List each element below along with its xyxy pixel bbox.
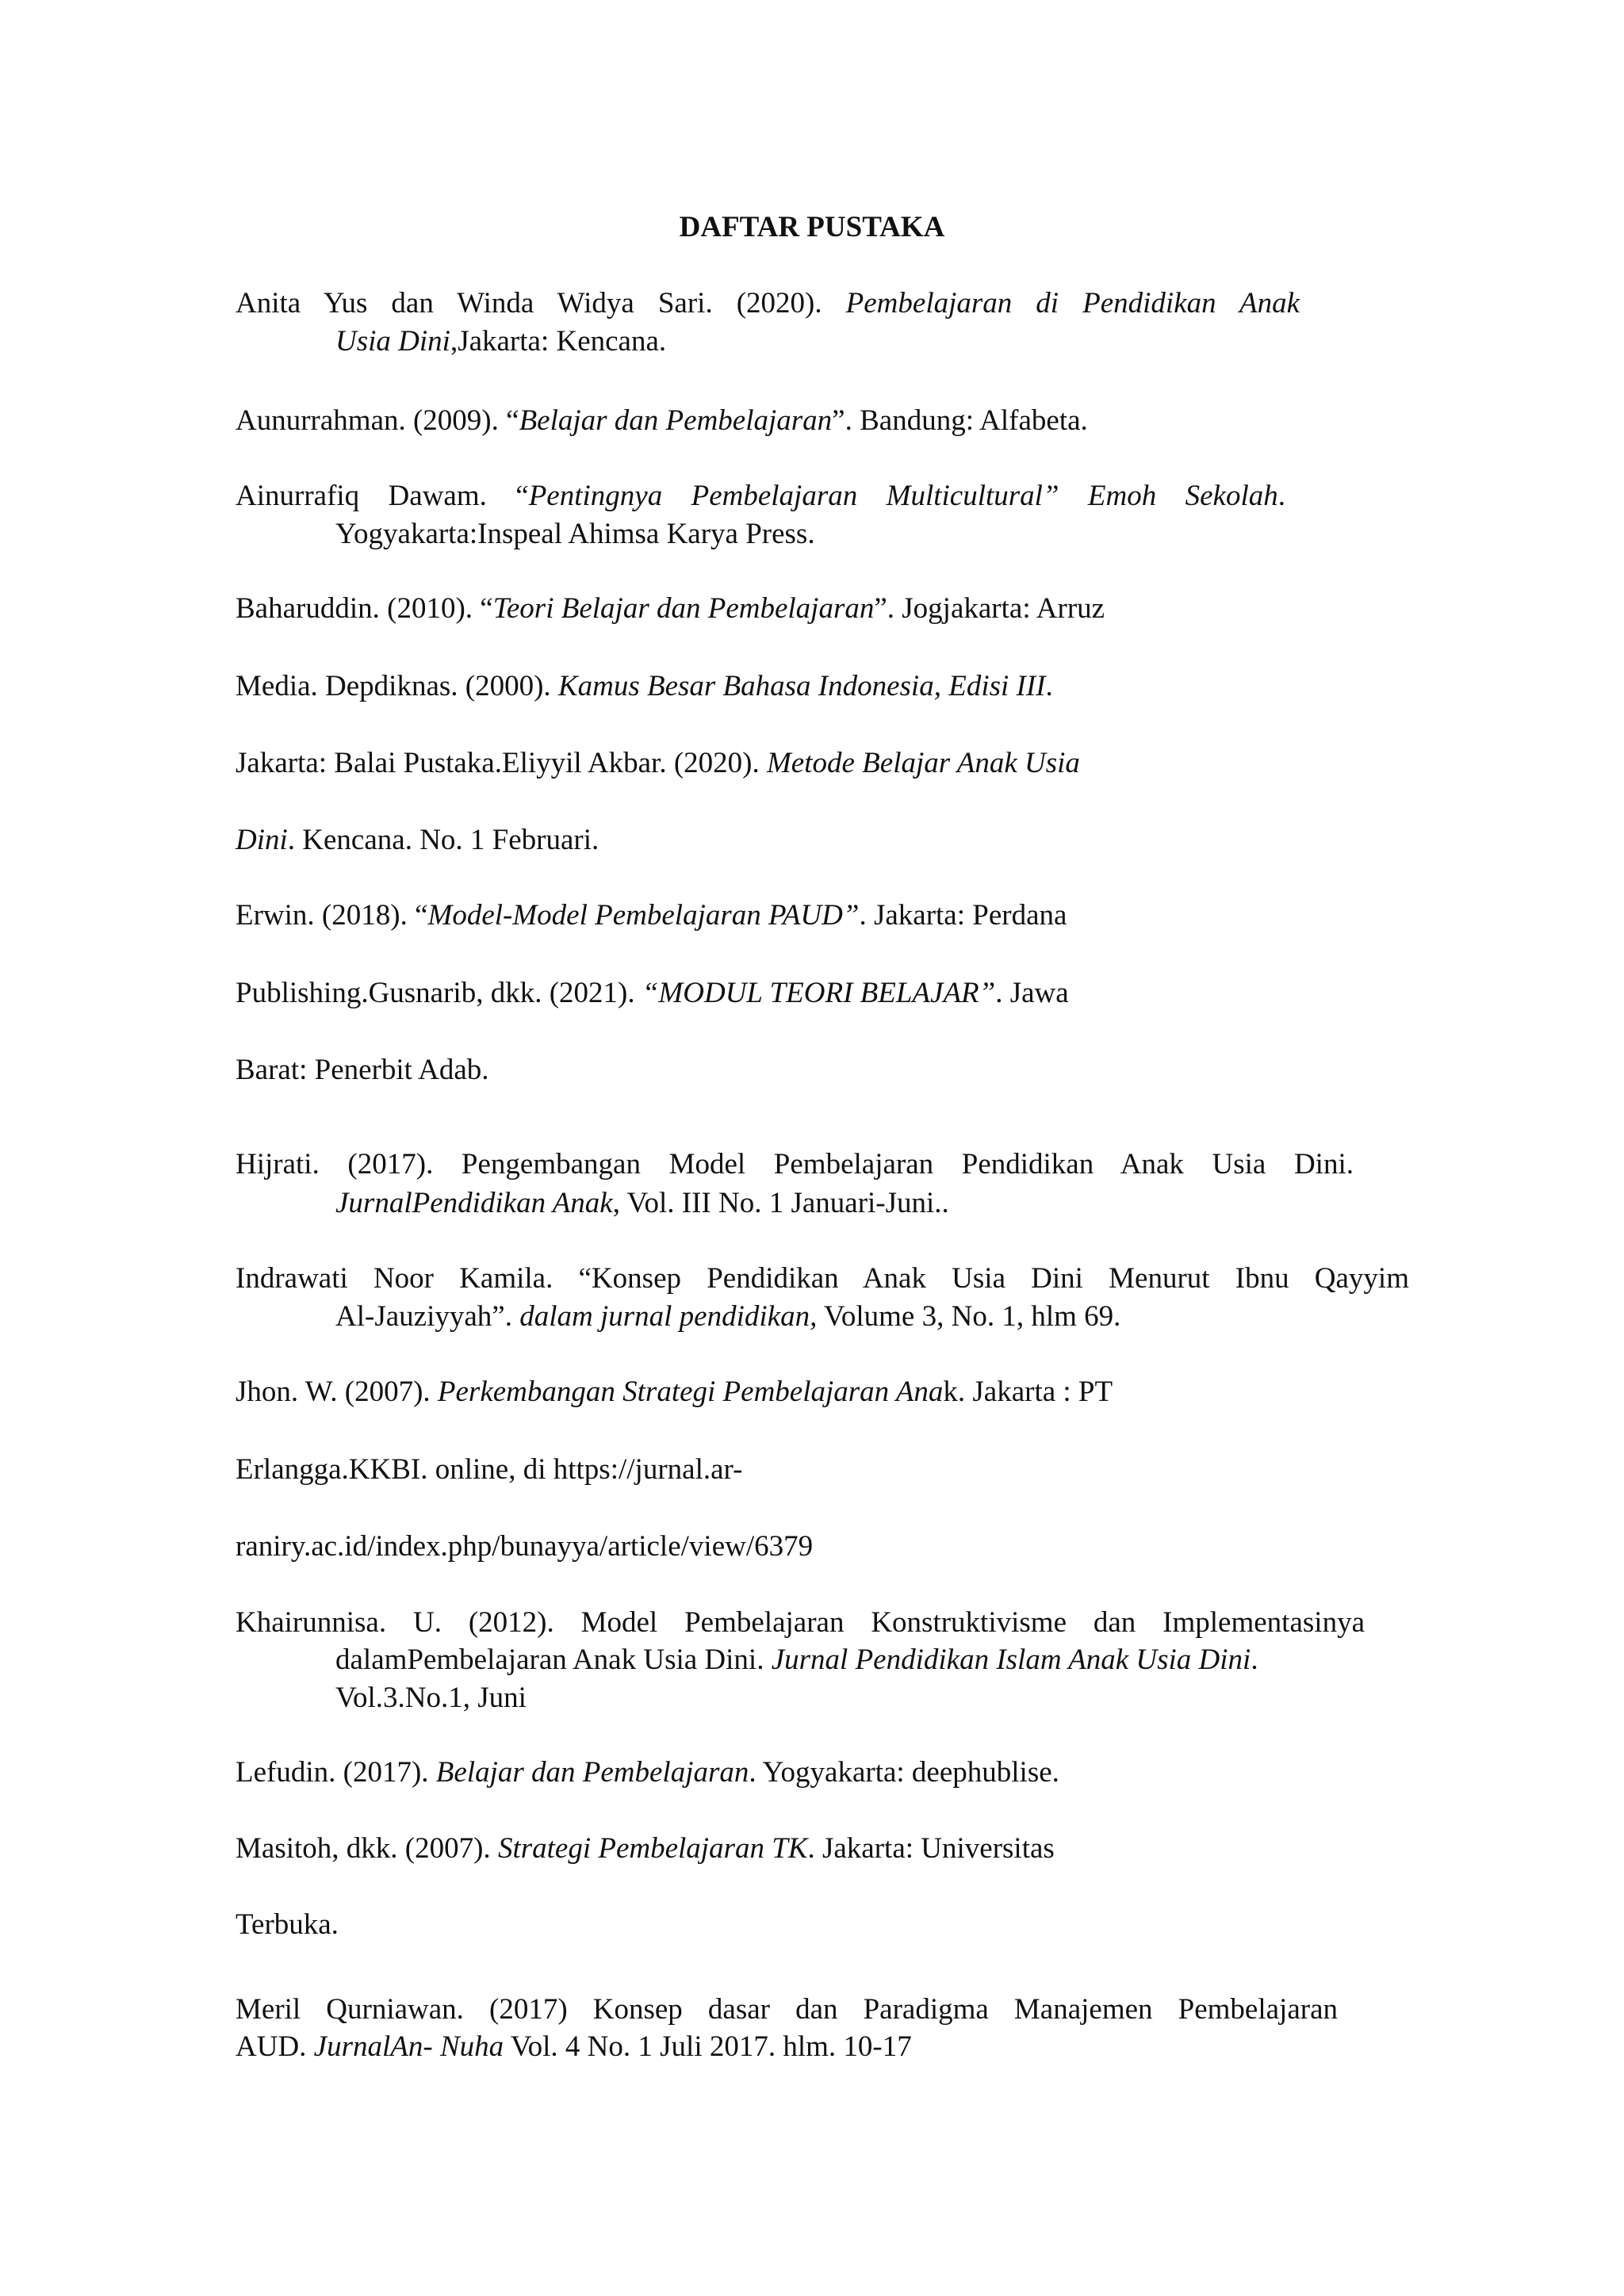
text-run: Volume 3, No. 1, hlm 69. [817, 1300, 1121, 1333]
text-run: Al-Jauziyyah”. [335, 1300, 520, 1333]
italic-text: Strategi Pembelajaran TK [497, 1832, 808, 1865]
italic-text: Teori Belajar dan Pembelajaran [492, 592, 875, 625]
italic-text: Dini [236, 824, 288, 856]
reference-line [236, 897, 1067, 934]
text-run: Vol. 4 No. 1 Juli 2017. hlm. 10-17 [504, 2030, 912, 2063]
reference-line [335, 1185, 949, 1222]
text-run: Yogyakarta:Inspeal Ahimsa Karya Press. [335, 518, 815, 550]
reference-line [236, 668, 1053, 705]
text-run: Baharuddin. (2010). “ [236, 592, 493, 625]
text-run: Vol.3.No.1, Juni [335, 1682, 527, 1714]
reference-line [236, 285, 1300, 322]
reference-line [236, 403, 1088, 439]
text-run: . Jawa [995, 977, 1069, 1009]
reference-line [236, 2029, 912, 2065]
reference-line [236, 1907, 339, 1943]
italic-text: Belajar dan Pembelajaran [519, 404, 833, 437]
text-run: ”. Jogjakarta: Arruz [874, 592, 1105, 625]
reference-line [335, 516, 815, 553]
italic-text: Belajar dan Pembelajaran [435, 1756, 749, 1789]
reference-line [236, 1261, 1409, 1297]
text-run: , Vol. III No. 1 Januari-Juni.. [612, 1187, 949, 1219]
text-run: . Kencana. No. 1 Februari. [287, 824, 599, 856]
text-run: Erwin. (2018). “ [236, 899, 428, 932]
reference-line [236, 822, 599, 859]
text-run: Meril Qurniawan. (2017) Konsep dasar dan Paradigma Manajemen Pembelajaran [236, 1993, 1338, 2026]
italic-text: Pentingnya Pembelajaran Multicultural” Emoh Sekolah [528, 480, 1278, 512]
italic-text: Model-Model Pembelajaran PAUD” [427, 899, 860, 932]
reference-line [335, 1642, 1258, 1678]
text-run: Lefudin. (2017). [236, 1756, 436, 1789]
reference-line [236, 1374, 1113, 1410]
italic-text: dalam jurnal pendidikan, [519, 1300, 818, 1333]
italic-text: Usia Dini [335, 325, 450, 358]
text-run: Jhon. W. (2007). [236, 1376, 438, 1408]
text-run: . Yogyakarta: deephublise. [749, 1756, 1059, 1789]
italic-text: JurnalPendidikan Anak [335, 1187, 613, 1219]
reference-line [236, 1146, 1354, 1183]
reference-line [236, 1755, 1059, 1791]
reference-line [236, 745, 1080, 782]
italic-text: Perkembangan Strategi Pembelajaran Ana [437, 1376, 944, 1408]
text-run: Barat: Penerbit Adab. [236, 1054, 489, 1086]
text-run: Jakarta: Balai Pustaka.Eliyyil Akbar. (2020). [236, 747, 767, 779]
text-run: k. Jakarta : PT [943, 1376, 1113, 1408]
italic-text: Jurnal Pendidikan Islam Anak Usia Dini [771, 1644, 1251, 1676]
reference-line [236, 1831, 1055, 1867]
reference-line [236, 1529, 813, 1565]
reference-line [236, 478, 1285, 515]
reference-line [236, 591, 1105, 627]
reference-line [236, 1992, 1338, 2028]
text-run: dalamPembelajaran Anak Usia Dini. [335, 1644, 772, 1676]
text-run: Indrawati Noor Kamila. “Konsep Pendidikan Anak Usia Dini Menurut Ibnu Qayyim [236, 1262, 1409, 1295]
reference-line [236, 1605, 1365, 1641]
italic-text: “MODUL TEORI BELAJAR” [642, 977, 996, 1009]
text-run: Media. Depdiknas. (2000). [236, 670, 558, 702]
text-run: Khairunnisa. U. (2012). Model Pembelajaran Konstruktivisme dan Implementasinya [236, 1606, 1365, 1639]
reference-line [335, 1299, 1120, 1335]
text-run: . [1251, 1644, 1258, 1676]
italic-text: Kamus Besar Bahasa Indonesia, Edisi III [557, 670, 1046, 702]
text-run: . [1045, 670, 1053, 702]
text-run: Publishing.Gusnarib, dkk. (2021). [236, 977, 642, 1009]
reference-line [335, 1680, 527, 1716]
italic-text: Pembelajaran di Pendidikan Anak [845, 287, 1300, 320]
text-run: ,Jakarta: Kencana. [450, 325, 667, 358]
reference-line [236, 1052, 489, 1089]
italic-text: JurnalAn- Nuha [313, 2030, 504, 2063]
text-run: . Jakarta: Universitas [807, 1832, 1055, 1865]
italic-text: Metode Belajar Anak Usia [766, 747, 1080, 779]
text-run: Terbuka. [236, 1908, 339, 1941]
reference-line [335, 323, 666, 360]
reference-line [236, 1452, 742, 1488]
text-run: . [1277, 480, 1286, 512]
text-run: Erlangga.KKBI. online, di https://jurnal.ar- [236, 1453, 743, 1486]
text-run: Aunurrahman. (2009). “ [236, 404, 519, 437]
page-title: DAFTAR PUSTAKA [679, 211, 945, 243]
text-run: Ainurrafiq Dawam. “ [236, 480, 529, 512]
text-run: raniry.ac.id/index.php/bunayya/article/view/6379 [236, 1530, 814, 1563]
text-run: Masitoh, dkk. (2007). [236, 1832, 498, 1865]
text-run: AUD. [236, 2030, 314, 2063]
text-run: . Jakarta: Perdana [859, 899, 1067, 932]
text-run: Anita Yus dan Winda Widya Sari. (2020). [236, 287, 846, 320]
text-run: Hijrati. (2017). Pengembangan Model Pembelajaran Pendidikan Anak Usia Dini. [236, 1148, 1354, 1181]
reference-line [236, 975, 1069, 1012]
text-run: ”. Bandung: Alfabeta. [832, 404, 1088, 437]
